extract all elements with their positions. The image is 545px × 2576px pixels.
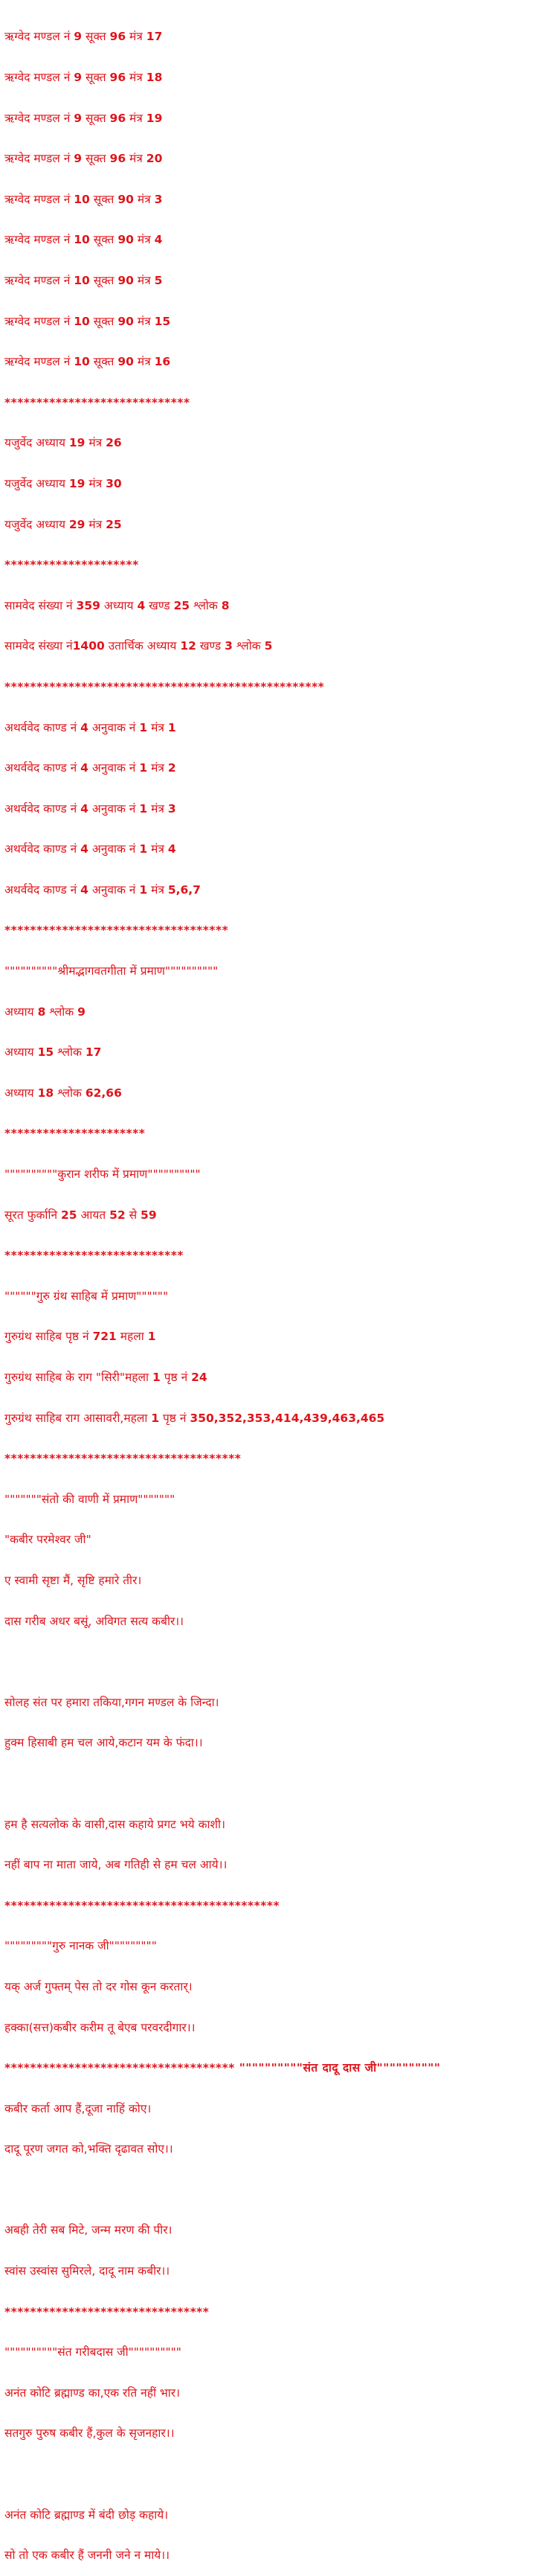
rigveda-ref-2: ऋग्वेद मण्डल नं 9 सूक्त 96 मंत्र 18	[4, 71, 163, 84]
asterisk-divider: ********************************	[4, 2304, 210, 2319]
gita-ref-3: अध्याय 18 श्लोक 62,66	[4, 1086, 122, 1100]
garibdas-heading: """"""""""संत गरीबदास जी""""""""""	[4, 2345, 181, 2359]
gita-ref-2: अध्याय 15 श्लोक 17	[4, 1045, 102, 1060]
guru-granth-heading: """"""गुरु ग्रंथ साहिब में प्रमाण""""""	[4, 1289, 169, 1303]
rigveda-ref-3: ऋग्वेद मण्डल नं 9 सूक्त 96 मंत्र 19	[4, 111, 163, 125]
verse-line: दादू पूरण जगत को,भक्ति दृढावत सोए।।	[4, 2142, 173, 2156]
gita-heading: """"""""""श्रीमद्भागवतगीता में प्रमाण""""""""""	[4, 964, 219, 978]
atharvaveda-ref-1: अथर्ववेद काण्ड नं 4 अनुवाक नं 1 मंत्र 1	[4, 720, 176, 734]
verse-line: अबही तेरी सब मिटे, जन्म मरण की पीर।	[4, 2223, 172, 2237]
kabir-heading: "कबीर परमेश्वर जी"	[4, 1533, 91, 1547]
verse-line: हम है सत्यलोक के वासी,दास कहाये प्रगट भये काशी।	[4, 1817, 225, 1831]
verse-line: ए स्वामी सृष्टा मैं, सृष्टि हमारे तीर।	[4, 1573, 142, 1587]
dadu-heading-divider: ************************************ """"""""""संत दादू दास जी""""""""""	[4, 2061, 441, 2075]
guru-granth-ref-2: गुरुग्रंथ साहिब के राग "सिरी"महला 1 पृष्ठ नं 24	[4, 1371, 207, 1384]
guru-granth-ref-1: गुरुग्रंथ साहिब पृष्ठ नं 721 महला 1	[4, 1330, 156, 1344]
asterisk-divider: **********************	[4, 1127, 146, 1141]
verse-line: नहीं बाप ना माता जाये, अब गतिही से हम चल आये।।	[4, 1858, 228, 1872]
rigveda-ref-5: ऋग्वेद मण्डल नं 10 सूक्त 90 मंत्र 3	[4, 192, 163, 206]
yajurveda-ref-3: यजुर्वेद अध्याय 29 मंत्र 25	[4, 517, 122, 531]
atharvaveda-ref-5: अथर्ववेद काण्ड नं 4 अनुवाक नं 1 मंत्र 5,6,7	[4, 882, 201, 897]
asterisk-divider: *************************************	[4, 1452, 242, 1466]
rigveda-ref-4: ऋग्वेद मण्डल नं 9 सूक्त 96 मंत्र 20	[4, 152, 163, 166]
verse-line: सतगुरु पुरुष कबीर हैं,कुल के सृजनहार।।	[4, 2426, 175, 2441]
atharvaveda-ref-3: अथर्ववेद काण्ड नं 4 अनुवाक नं 1 मंत्र 3	[4, 801, 176, 816]
rigveda-ref-8: ऋग्वेद मण्डल नं 10 सूक्त 90 मंत्र 15	[4, 314, 171, 328]
atharvaveda-ref-4: अथर्ववेद काण्ड नं 4 अनुवाक नं 1 मंत्र 4	[4, 842, 176, 856]
asterisk-divider: **************************************************	[4, 679, 325, 693]
verse-line: हक्का(सत्त)कबीर करीम तू बेएब परवरदीगार।।	[4, 2020, 196, 2034]
atharvaveda-ref-2: अथर्ववेद काण्ड नं 4 अनुवाक नं 1 मंत्र 2	[4, 761, 176, 775]
verse-line: कबीर कर्ता आप हैं,दूजा नाहिं कोए।	[4, 2101, 152, 2115]
rigveda-ref-1: ऋग्वेद मण्डल नं 9 सूक्त 96 मंत्र 17	[4, 30, 163, 44]
asterisk-divider: ***********************************	[4, 923, 229, 938]
blank-line	[4, 2183, 541, 2197]
guru-nanak-heading: """""""""गुरु नानक जी"""""""""	[4, 1939, 157, 1953]
blank-line	[4, 1655, 541, 1668]
asterisk-divider: *******************************************	[4, 1898, 280, 1912]
asterisk-divider: *****************************	[4, 395, 190, 409]
verse-line: स्वांस उस्वांस सुमिरले, दादू नाम कबीर।।	[4, 2264, 170, 2278]
verse-line: सो तो एक कबीर हैं जननी जने न माये।।	[4, 2548, 170, 2563]
verse-line: यक् अर्ज गुफ्तम् पेस तो दर गोस कून करतार्।	[4, 1979, 193, 1993]
samaveda-ref-1: सामवेद संख्या नं 359 अध्याय 4 खण्ड 25 श्लोक 8	[4, 598, 230, 612]
rigveda-ref-7: ऋग्वेद मण्डल नं 10 सूक्त 90 मंत्र 5	[4, 273, 163, 287]
saints-heading: """""""संतो की वाणी में प्रमाण"""""""	[4, 1492, 175, 1506]
gita-ref-1: अध्याय 8 श्लोक 9	[4, 1005, 86, 1019]
asterisk-divider: ****************************	[4, 1249, 184, 1263]
verse-line: सोलह संत पर हमारा तकिया,गगन मण्डल के जिन्दा।	[4, 1695, 219, 1709]
guru-granth-ref-3: गुरुग्रंथ साहिब राग आसावरी,महला 1 पृष्ठ नं 350,352,353,414,439,463,465	[4, 1411, 385, 1425]
blank-line	[4, 1777, 541, 1790]
yajurveda-ref-1: यजुर्वेद अध्याय 19 मंत्र 26	[4, 436, 122, 450]
quran-ref-1: सूरत फुर्कानि 25 आयत 52 से 59	[4, 1208, 157, 1222]
verse-line: अनंत कोटि ब्रह्माण्ड का,एक रति नहीं भार।	[4, 2386, 181, 2400]
samaveda-ref-2: सामवेद संख्या नं1400 उतार्चिक अध्याय 12 खण्ड 3 श्लोक 5	[4, 639, 273, 653]
blank-line	[4, 2467, 541, 2481]
asterisk-divider: *********************	[4, 558, 139, 572]
verse-line: अनंत कोटि ब्रह्माण्ड में बंदी छोड़ कहाये।	[4, 2508, 169, 2522]
verse-line: हुक्म हिसाबी हम चल आये,कटान यम के फंदा।।	[4, 1736, 203, 1750]
rigveda-ref-6: ऋग्वेद मण्डल नं 10 सूक्त 90 मंत्र 4	[4, 233, 163, 247]
yajurveda-ref-2: यजुर्वेद अध्याय 19 मंत्र 30	[4, 476, 122, 490]
rigveda-ref-9: ऋग्वेद मण्डल नं 10 सूक्त 90 मंत्र 16	[4, 355, 171, 369]
verse-line: दास गरीब अधर बसूं, अविगत सत्य कबीर।।	[4, 1614, 184, 1628]
quran-heading: """"""""""कुरान शरीफ में प्रमाण""""""""""	[4, 1167, 201, 1182]
